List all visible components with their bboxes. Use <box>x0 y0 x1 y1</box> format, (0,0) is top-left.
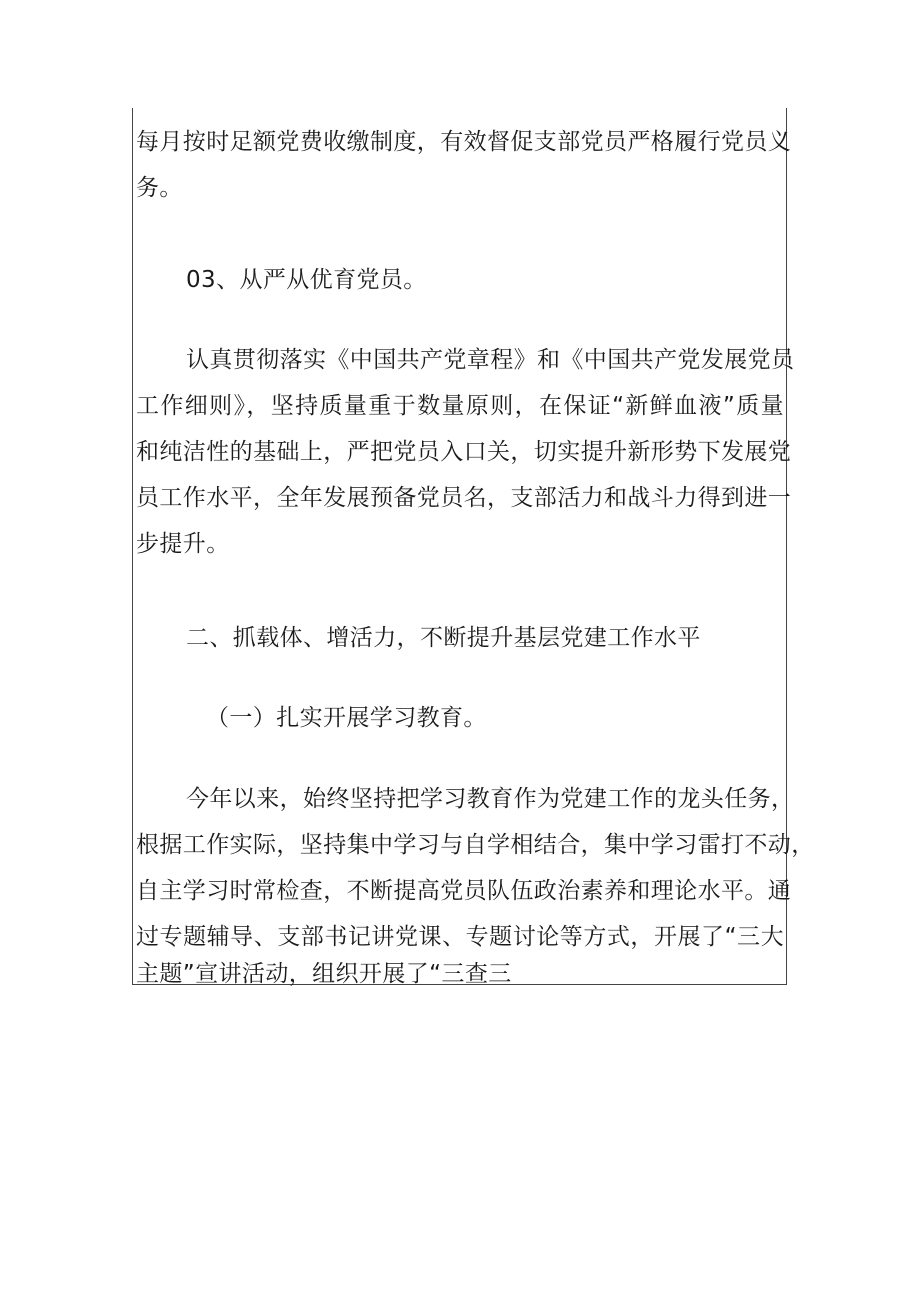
paragraph-line: 工作细则》，坚持质量重于数量原则，在保证“新鲜血液”质量 <box>136 393 784 419</box>
paragraph-line: 每月按时足额党费收缴制度，有效督促支部党员严格履行党员义 <box>136 129 792 155</box>
section-title: 二、抓载体、增活力，不断提升基层党建工作水平 <box>186 625 701 651</box>
section-heading: 03、从严从优育党员。 <box>186 267 427 293</box>
paragraph-line: 主题”宣讲活动，组织开展了“三查三 <box>136 961 512 987</box>
paragraph-line: 根据工作实际，坚持集中学习与自学相结合，集中学习雷打不动， <box>136 832 815 858</box>
paragraph-line: 认真贯彻落实《中国共产党章程》和《中国共产党发展党员 <box>186 347 795 373</box>
subsection-title: （一）扎实开展学习教育。 <box>206 705 487 731</box>
paragraph-line: 自主学习时常检查，不断提高党员队伍政治素养和理论水平。通 <box>136 878 792 904</box>
paragraph-line: 务。 <box>136 175 183 201</box>
paragraph-line: 过专题辅导、支部书记讲党课、专题讨论等方式，开展了“三大 <box>136 924 784 950</box>
paragraph-line: 员工作水平，全年发展预备党员名，支部活力和战斗力得到进一 <box>136 485 792 511</box>
paragraph-line: 和纯洁性的基础上，严把党员入口关，切实提升新形势下发展党 <box>136 439 792 465</box>
paragraph-line: 步提升。 <box>136 531 230 557</box>
paragraph-line: 今年以来，始终坚持把学习教育作为党建工作的龙头任务， <box>186 786 795 812</box>
